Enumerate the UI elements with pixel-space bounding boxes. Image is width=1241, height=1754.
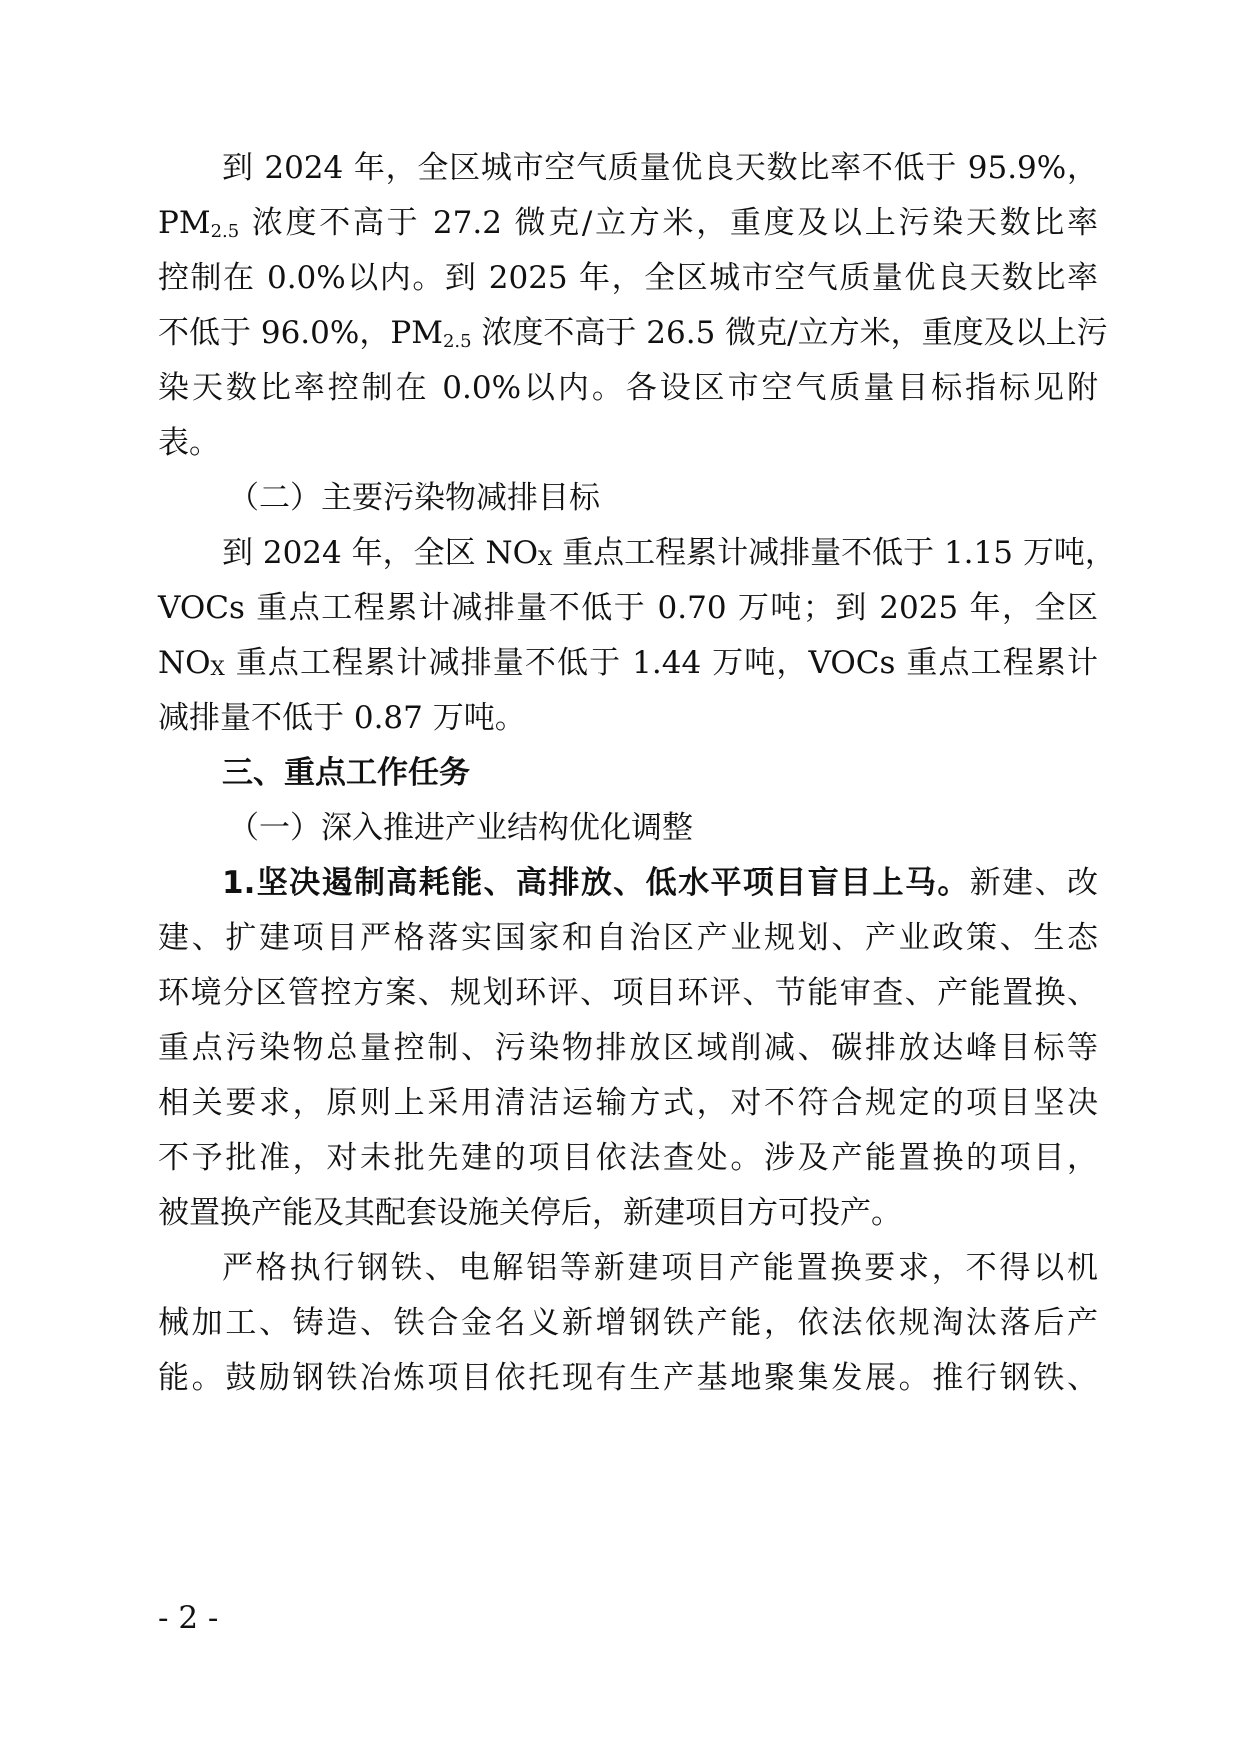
paragraph-line: 械加工、铸造、铁合金名义新增钢铁产能，依法依规淘汰落后产 <box>158 1305 1098 1341</box>
paragraph-line: 不予批准，对未批先建的项目依法查处。涉及产能置换的项目， <box>158 1140 1098 1176</box>
paragraph-line: 到 2024 年，全区 NOX 重点工程累计减排量不低于 1.15 万吨， <box>222 535 1116 571</box>
paragraph-line: 到 2024 年，全区城市空气质量优良天数比率不低于 95.9%， <box>222 150 1098 186</box>
paragraph-line: 不低于 96.0%，$PM_{2.5}$ 浓度不高于 26.5 微克/立方米，重度及以上污 <box>158 315 1108 352</box>
paragraph-line: NOX 重点工程累计减排量不低于 1.44 万吨，VOCs 重点工程累计 <box>158 645 1098 681</box>
paragraph-line: 重点污染物总量控制、污染物排放区域削减、碳排放达峰目标等 <box>158 1030 1098 1066</box>
item-title: 1.坚决遏制高耗能、高排放、低水平项目盲目上马。 <box>222 865 970 901</box>
paragraph-line: 被置换产能及其配套设施关停后，新建项目方可投产。 <box>158 1195 902 1231</box>
paragraph-line: 表。 <box>158 425 220 461</box>
paragraph-line: 能。鼓励钢铁冶炼项目依托现有生产基地聚集发展。推行钢铁、 <box>158 1360 1098 1396</box>
paragraph-line: 减排量不低于 0.87 万吨。 <box>158 700 526 736</box>
paragraph-line: 相关要求，原则上采用清洁运输方式，对不符合规定的项目坚决 <box>158 1085 1098 1121</box>
paragraph-line: 染天数比率控制在 0.0%以内。各设区市空气质量目标指标见附 <box>158 370 1098 406</box>
paragraph-line: 建、扩建项目严格落实国家和自治区产业规划、产业政策、生态 <box>158 920 1098 956</box>
paragraph-line: 1.坚决遏制高耗能、高排放、低水平项目盲目上马。新建、改 <box>222 865 1098 901</box>
page-number: - 2 - <box>158 1600 219 1636</box>
paragraph-line: $PM_{2.5}$ 浓度不高于 27.2 微克/立方米，重度及以上污染天数比率 <box>158 205 1098 242</box>
paragraph-line: 环境分区管控方案、规划环评、项目环评、节能审查、产能置换、 <box>158 975 1098 1011</box>
paragraph-line: VOCs 重点工程累计减排量不低于 0.70 万吨；到 2025 年，全区 <box>158 590 1098 626</box>
paragraph-line: 控制在 0.0%以内。到 2025 年，全区城市空气质量优良天数比率 <box>158 260 1098 296</box>
paragraph-line: 严格执行钢铁、电解铝等新建项目产能置换要求，不得以机 <box>222 1250 1098 1286</box>
section-heading: 三、重点工作任务 <box>222 755 470 791</box>
section-subheading: （二）主要污染物减排目标 <box>228 480 600 516</box>
section-subheading: （一）深入推进产业结构优化调整 <box>228 810 693 846</box>
